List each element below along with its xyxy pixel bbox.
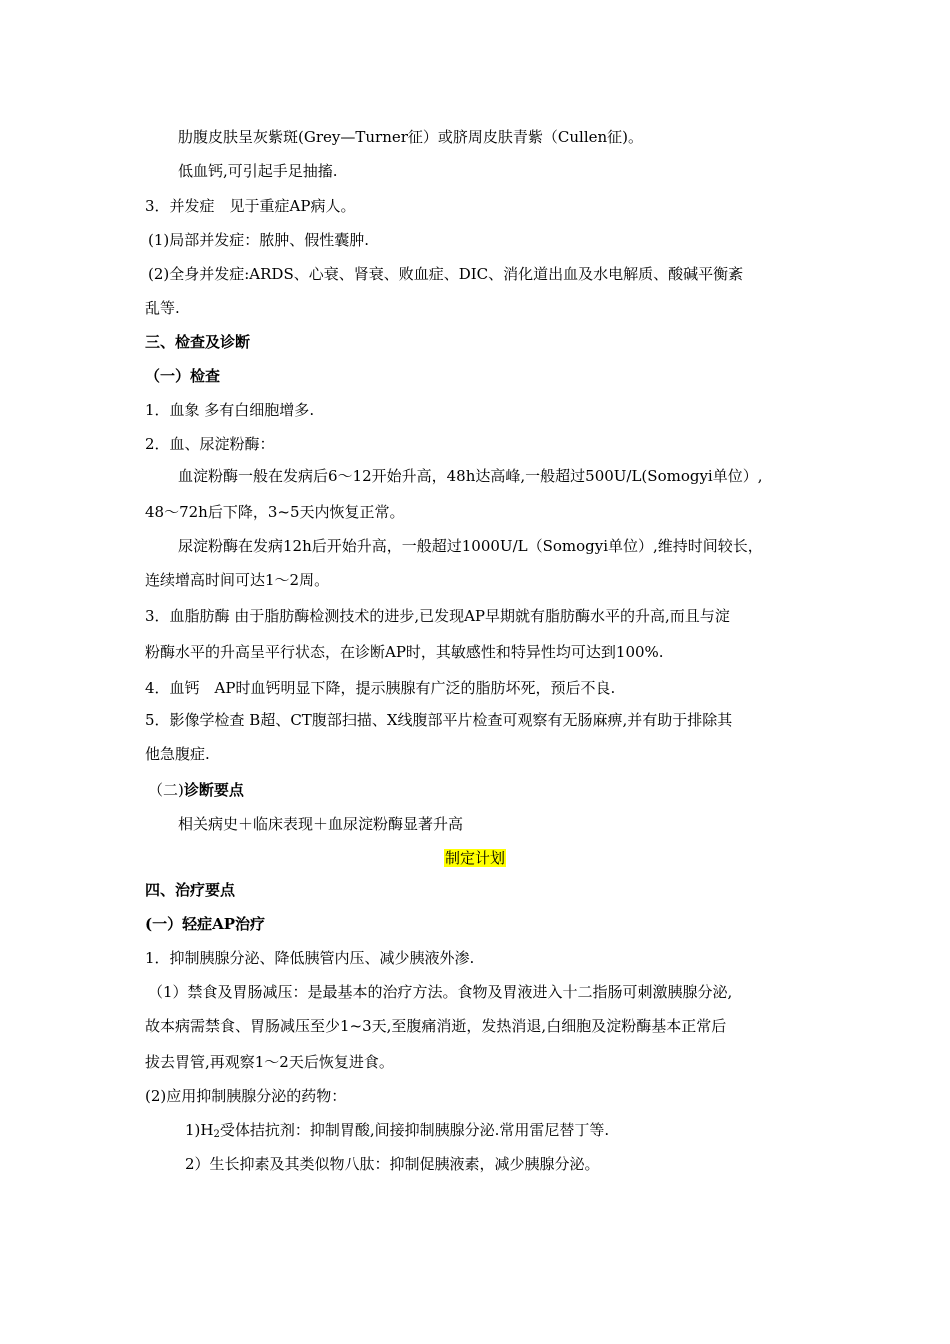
list-item: 1．抑制胰腺分泌、降低胰管内压、减少胰液外渗. — [145, 949, 475, 967]
list-item: 4．血钙 AP时血钙明显下降，提示胰腺有广泛的脂肪坏死，预后不良. — [145, 679, 616, 697]
paragraph: 低血钙,可引起手足抽搐. — [178, 162, 338, 180]
list-item: (1)局部并发症：脓肿、假性囊肿. — [148, 231, 370, 249]
list-item: 2）生长抑素及其类似物八肽：抑制促胰液素，减少胰腺分泌。 — [185, 1155, 600, 1173]
section-heading: 三、检查及诊断 — [145, 333, 251, 351]
item-text-a: 1)H — [185, 1121, 214, 1139]
paragraph: 血淀粉酶一般在发病后6～12开始升高，48h达高峰,一般超过500U/L(Somogyi单位）, — [178, 467, 763, 485]
list-item: 3．并发症 见于重症AP病人。 — [145, 197, 356, 215]
heading-prefix: （二) — [148, 781, 184, 799]
list-item: 5．影像学检查 B超、CT腹部扫描、X线腹部平片检查可观察有无肠麻痹,并有助于排除其 — [145, 711, 733, 729]
paragraph-continuation: 拔去胃管,再观察1～2天后恢复进食。 — [145, 1053, 394, 1071]
list-item: (2)全身并发症:ARDS、心衰、肾衰、败血症、DIC、消化道出血及水电解质、酸碱平衡紊 — [148, 265, 744, 283]
paragraph: 肋腹皮肤呈灰紫斑(Grey—Turner征）或脐周皮肤青紫（Cullen征)。 — [178, 128, 644, 146]
highlight-note — [0, 848, 950, 868]
paragraph: 相关病史＋临床表现＋血尿淀粉酶显著升高 — [178, 815, 464, 833]
list-item — [185, 1120, 609, 1145]
paragraph-continuation: 他急腹症. — [145, 745, 210, 763]
highlighted-text: 制定计划 — [444, 849, 505, 867]
item-text-b: 受体拮抗剂：抑制胃酸,间接抑制胰腺分泌.常用雷尼替丁等. — [219, 1121, 610, 1139]
paragraph: 尿淀粉酶在发病12h后开始升高，一般超过1000U/L（Somogyi单位）,维持时间较长， — [178, 537, 763, 555]
subsection-heading — [148, 780, 244, 800]
paragraph-continuation: 故本病需禁食、胃肠减压至少1~3天,至腹痛消逝，发热消退,白细胞及淀粉酶基本正常后 — [145, 1017, 727, 1035]
list-item: 3．血脂肪酶 由于脂肪酶检测技术的进步,已发现AP早期就有脂肪酶水平的升高,而且与淀 — [145, 607, 730, 625]
paragraph-continuation: 乱等. — [145, 299, 180, 317]
subsection-heading: （一）检查 — [145, 367, 221, 385]
paragraph-continuation: 粉酶水平的升高呈平行状态，在诊断AP时，其敏感性和特异性均可达到100%. — [145, 643, 664, 661]
paragraph-continuation: 连续增高时间可达1～2周。 — [145, 571, 330, 589]
list-item: 1．血象 多有白细胞增多. — [145, 401, 315, 419]
list-item: （1）禁食及胃肠减压：是最基本的治疗方法。食物及胃液进入十二指肠可刺激胰腺分泌, — [148, 983, 733, 1001]
section-heading: 四、治疗要点 — [145, 881, 236, 899]
list-item: (2)应用抑制胰腺分泌的药物： — [145, 1087, 347, 1105]
heading-text: 诊断要点 — [183, 781, 244, 799]
subscript: 2 — [213, 1129, 220, 1140]
list-item: 2．血、尿淀粉酶： — [145, 435, 275, 453]
paragraph-continuation: 48～72h后下降，3~5天内恢复正常。 — [145, 503, 405, 521]
subsection-heading: (一）轻症AP治疗 — [145, 915, 266, 933]
